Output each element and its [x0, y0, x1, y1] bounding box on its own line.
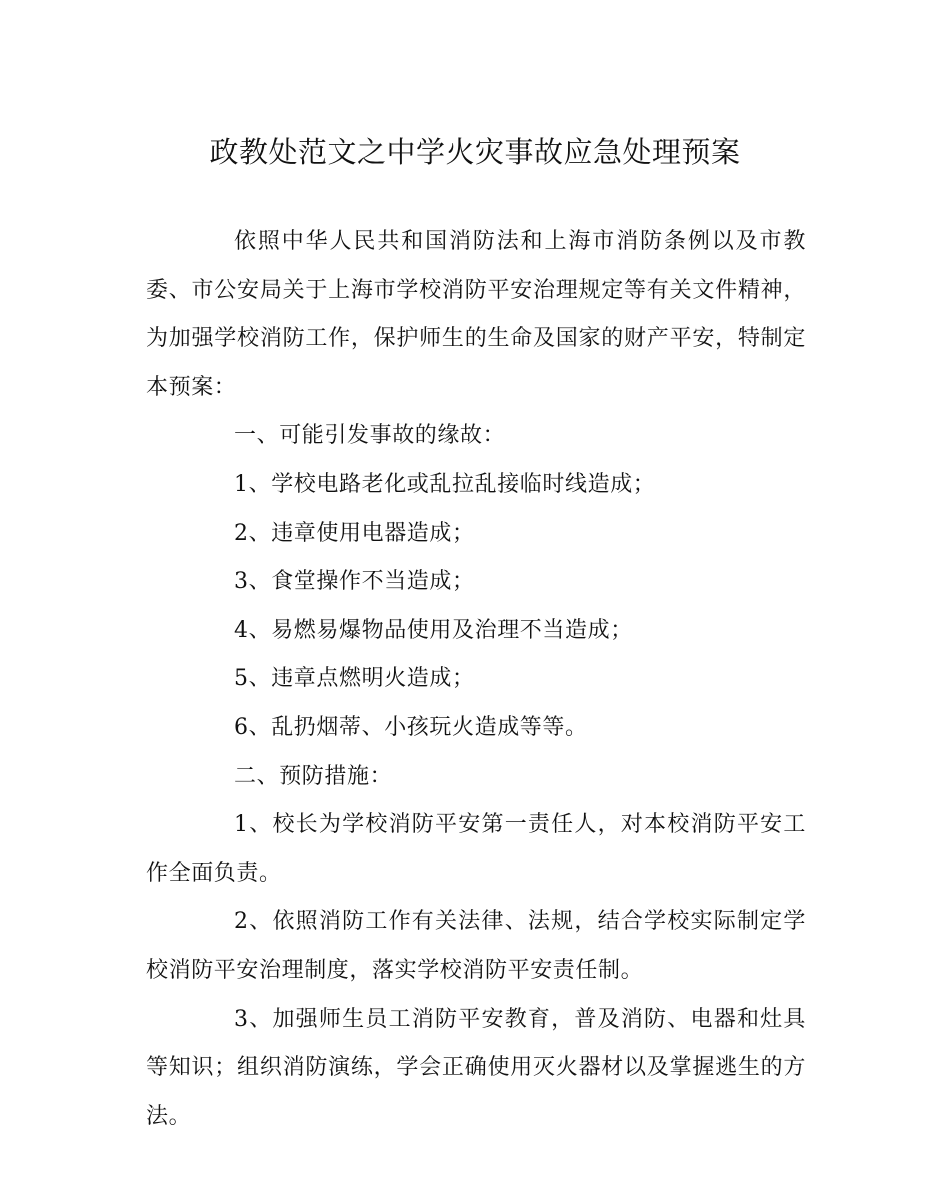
list-item-prevention-1: 1、校长为学校消防平安第一责任人，对本校消防平安工作全面负责。: [146, 812, 806, 886]
list-item-cause-5: 5、违章点燃明火造成；: [234, 666, 475, 692]
list-item-cause-3: 3、食堂操作不当造成；: [234, 569, 475, 595]
list-item-prevention-2: 2、依照消防工作有关法律、法规，结合学校实际制定学校消防平安治理制度，落实学校消防平安责任制。: [146, 909, 806, 983]
heading-causes: 一、可能引发事故的缘故：: [234, 423, 506, 449]
document-title: 政教处范文之中学火灾事故应急处理预案: [209, 135, 741, 169]
paragraph-intro: 依照中华人民共和国消防法和上海市消防条例以及市教委、市公安局关于上海市学校消防平安治理规定等有关文件精神，为加强学校消防工作，保护师生的生命及国家的财产平安，特制定本预案：: [146, 229, 806, 400]
list-item-prevention-3: 3、加强师生员工消防平安教育，普及消防、电器和灶具等知识；组织消防演练，学会正确使用灭火器材以及掌握逃生的方法。: [146, 1006, 806, 1129]
document-body: [146, 218, 806, 1141]
list-item-cause-2: 2、违章使用电器造成；: [234, 520, 475, 546]
list-item-cause-1: 1、学校电路老化或乱拉乱接临时线造成；: [234, 471, 656, 497]
heading-prevention: 二、预防措施：: [234, 763, 393, 789]
list-item-cause-6: 6、乱扔烟蒂、小孩玩火造成等等。: [234, 714, 588, 740]
list-item-cause-4: 4、易燃易爆物品使用及治理不当造成；: [234, 617, 633, 643]
